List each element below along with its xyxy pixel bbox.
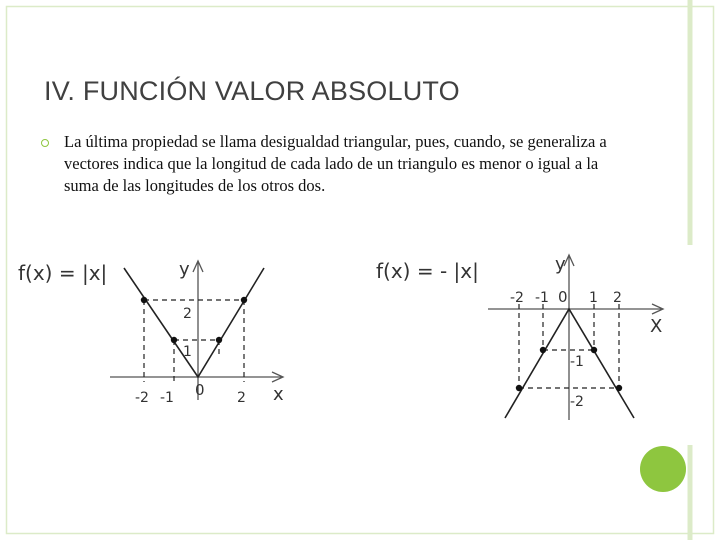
graph-right-point [516,385,522,391]
graph-left-y-label: y [179,259,190,280]
graph-right-point [540,347,546,353]
graph-right-point [616,385,622,391]
graph-right-origin-label: 0 [558,288,568,306]
graph-left-x-label: x [273,384,284,405]
graph-right-tick-x: 2 [613,290,622,306]
graph-right-point [591,347,597,353]
bullet-text: La última propiedad se llama desigualdad triangular, pues, cuando, se generaliza a vectores indica que la longitud de cada lado de un triangulo es menor o igual a la suma de las longitudes de los otros dos. [64,132,607,195]
graph-left-tick-x: -1 [160,390,174,406]
slide-title: IV. FUNCIÓN VALOR ABSOLUTO [44,76,460,106]
graph-right-tick-x: -1 [535,290,549,306]
graph-right-tick-x: -2 [510,290,524,306]
graph-right-x-label: X [650,316,663,337]
graph-left-tick-x: 2 [237,390,246,406]
graph-left-tick-y: 1 [183,344,192,360]
graph-left-origin-label: 0 [195,381,205,399]
graph-left-label: f(x) = |x| [18,261,108,285]
graph-left-tick-y: 2 [183,306,192,322]
graph-right-tick-x: 1 [589,290,598,306]
graph-right-y-label: y [555,254,566,275]
graph-right-tick-y: -2 [570,394,584,410]
graph-right-tick-y: -1 [570,354,584,370]
graph-left-tick-x: -2 [135,390,149,406]
graph-right-label: f(x) = - |x| [376,259,479,283]
